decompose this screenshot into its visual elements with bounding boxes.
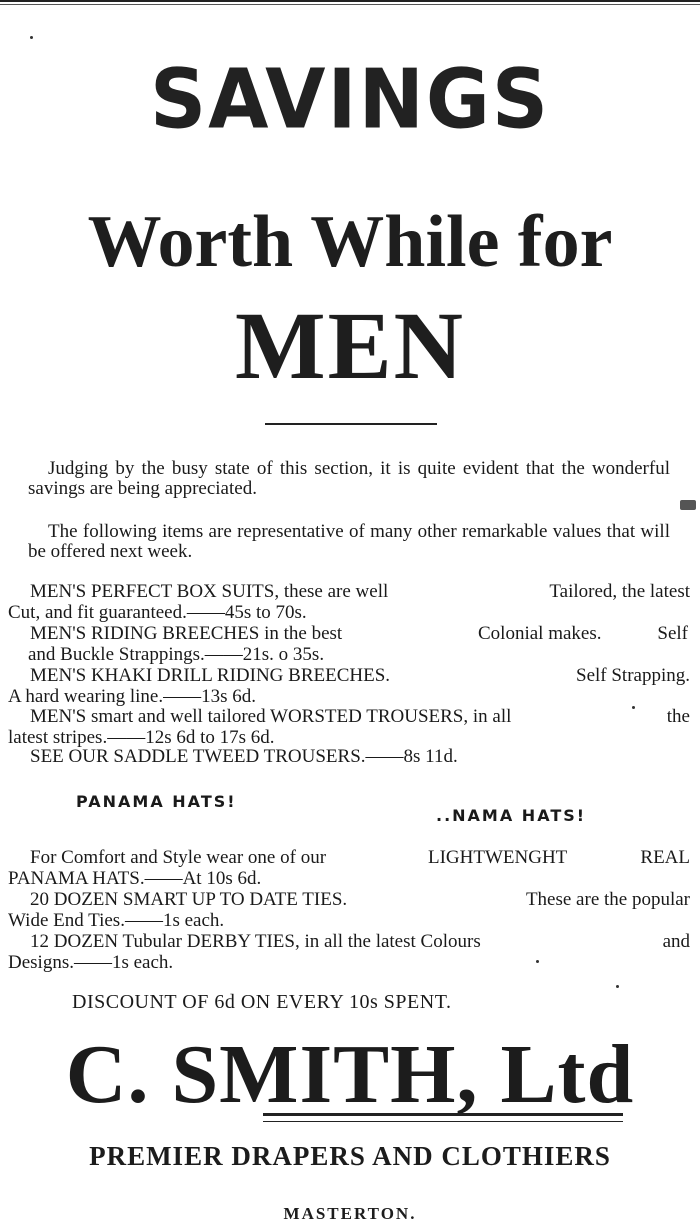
print-speck [536, 960, 539, 963]
derby-ties-line-2: Designs.——1s each. [8, 952, 174, 973]
item-khaki-line-1: MEN'S KHAKI DRILL RIDING BREECHES. [30, 665, 391, 686]
print-blot [680, 500, 696, 510]
item-worsted-line-1: MEN'S smart and well tailored WORSTED TROUSERS, in all [30, 706, 512, 727]
headline-worth-while-for: Worth While for [87, 201, 613, 283]
company-underline-rule [263, 1113, 623, 1122]
intro-paragraph-2: The following items are representative of many other remarkable values that will be offered next week. [28, 521, 670, 562]
derby-ties-line-1-right: and [662, 931, 690, 952]
item-breeches-line-1: MEN'S RIDING BREECHES in the best [30, 623, 343, 644]
item-tweed-trousers: SEE OUR SADDLE TWEED TROUSERS.——8s 11d. [30, 746, 458, 767]
company-name: C. SMITH, Ltd [65, 1028, 635, 1121]
top-border-rule [0, 0, 700, 5]
ties-line-1-right: These are the popular [525, 889, 690, 910]
headline-men: MEN [235, 292, 465, 399]
item-suits-line-2: Cut, and fit guaranteed.——45s to 70s. [8, 602, 307, 623]
derby-ties-line-1: 12 DOZEN Tubular DERBY TIES, in all the latest Colours [30, 931, 481, 952]
discount-notice: DISCOUNT OF 6d ON EVERY 10s SPENT. [72, 991, 452, 1013]
item-suits-line-1-right: Tailored, the latest [549, 581, 690, 602]
section-divider [265, 423, 437, 425]
panama-line-1-right: REAL [640, 847, 690, 868]
print-speck [632, 706, 635, 709]
item-khaki-line-1-right: Self Strapping. [576, 665, 690, 686]
item-suits-line-1: MEN'S PERFECT BOX SUITS, these are well [30, 581, 389, 602]
print-speck [30, 36, 33, 39]
panama-line-1: For Comfort and Style wear one of our [30, 847, 327, 868]
item-worsted-line-2: latest stripes.——12s 6d to 17s 6d. [8, 727, 275, 748]
ties-line-2: Wide End Ties.——1s each. [8, 910, 225, 931]
item-breeches-line-1-right: Self [657, 623, 688, 644]
panama-heading-left: PANAMA HATS! [76, 792, 237, 811]
company-town: MASTERTON. [283, 1204, 417, 1223]
panama-line-2: PANAMA HATS.——At 10s 6d. [8, 868, 262, 889]
item-breeches-line-2: and Buckle Strappings.——21s. o 35s. [28, 644, 325, 665]
company-tagline: PREMIER DRAPERS AND CLOTHIERS [89, 1141, 611, 1171]
ties-line-1: 20 DOZEN SMART UP TO DATE TIES. [30, 889, 348, 910]
panama-heading-right: ..NAMA HATS! [436, 806, 587, 825]
print-speck [616, 985, 619, 988]
intro-paragraph-1: Judging by the busy state of this section, it is quite evident that the wonderful savings are being appreciated. [28, 458, 670, 499]
item-worsted-line-1-right: the [666, 706, 690, 727]
item-breeches-line-1-mid: Colonial makes. [478, 623, 602, 644]
item-khaki-line-2: A hard wearing line.——13s 6d. [8, 686, 257, 707]
headline-savings: SAVINGS [149, 52, 551, 148]
panama-line-1-mid: LIGHTWENGHT [428, 847, 568, 868]
